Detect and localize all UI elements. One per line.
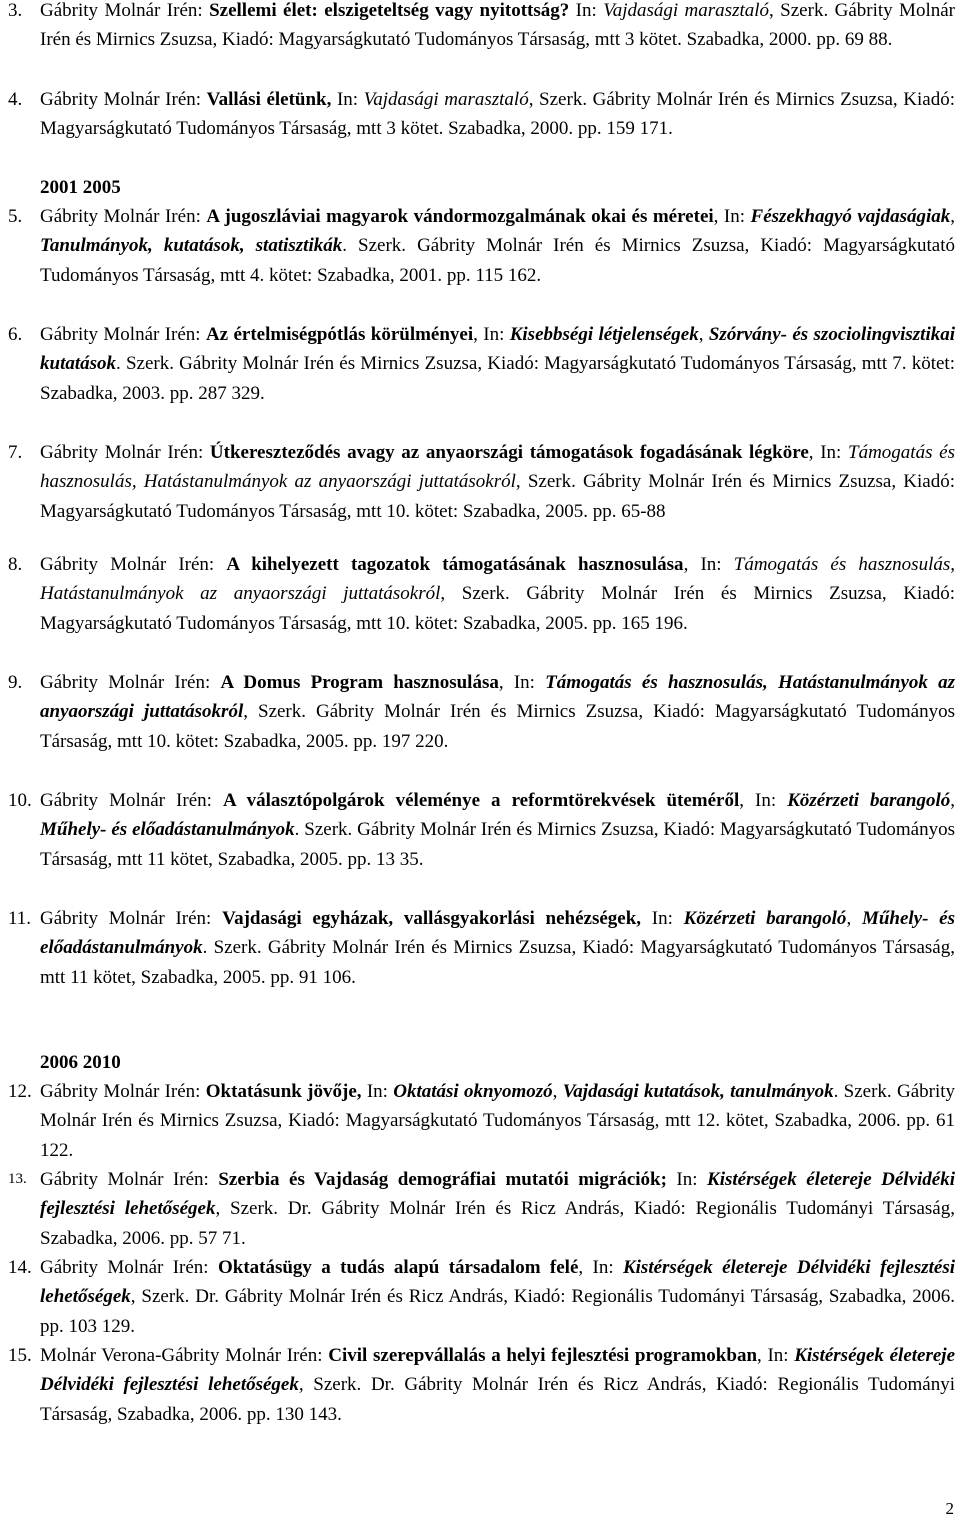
item-number: 14. — [8, 1257, 32, 1278]
text: , — [698, 324, 709, 345]
item-number: 12. — [8, 1081, 32, 1102]
book-subtitle: Szórvány- és szociolingvisztikai kutatások — [40, 324, 955, 375]
book-title: Közérzeti barangoló — [683, 908, 847, 929]
author: Gábrity Molnár Irén: — [40, 89, 207, 110]
author: Molnár Verona-Gábrity Molnár Irén: — [40, 1345, 329, 1366]
list-item — [8, 202, 956, 290]
item-number: 4. — [8, 89, 23, 110]
publication-details: , Szerk. Gábrity Molnár Irén és Mirnics Zsuzsa, Kiadó: Magyarságkutató Tudományos Társaság, mtt 3 kötet. Szabadka, 2000. pp. 69 88. — [40, 0, 955, 51]
author: Gábrity Molnár Irén: — [40, 1081, 206, 1102]
text: , — [950, 206, 956, 227]
text: , In: — [578, 1257, 623, 1278]
text: In: — [331, 89, 364, 110]
book-subtitle: Műhely- és előadástanulmányok — [40, 819, 295, 841]
book-title: Kistérségek életereje Délvidéki fejlesztési lehetőségek — [40, 1169, 955, 1220]
book-title: Oktatási oknyomozó — [393, 1081, 553, 1102]
article-title: A Domus Program hasznosulása — [220, 672, 499, 693]
item-number: 8. — [8, 554, 23, 575]
text: , In: — [713, 206, 751, 227]
article-title: Szerbia és Vajdaság demográfiai mutatói migrációk; — [218, 1169, 667, 1190]
book-title: Kisebbségi létjelenségek — [509, 324, 699, 345]
text: , In: — [739, 790, 788, 811]
book-title: Vajdasági marasztaló — [603, 0, 770, 21]
item-number: 10. — [8, 790, 32, 811]
article-title: A kihelyezett tagozatok támogatásának hasznosulása — [226, 554, 684, 575]
item-number: 5. — [8, 206, 23, 227]
publication-details: . Szerk. Gábrity Molnár Irén és Mirnics Zsuzsa, Kiadó: Magyarságkutató Tudományos Társaság, mtt 11 kötet, Szabadka, 2005. pp. 13 35. — [40, 819, 955, 870]
item-number: 6. — [8, 324, 23, 345]
book-title: Fészekhagyó vajdaságiak — [750, 206, 951, 227]
list-item — [8, 0, 955, 55]
publication-details: , Szerk. Dr. Gábrity Molnár Irén és Ricz András, Kiadó: Regionális Tudományi Társaság, Szabadka, 2006. pp. 103 129. — [40, 1286, 955, 1337]
book-title: Kistérségek életereje Délvidéki fejlesztési lehetőségek — [40, 1345, 955, 1396]
book-title: Vajdasági marasztaló — [363, 89, 529, 110]
page-number: 2 — [945, 1499, 954, 1518]
article-title: A jugoszláviai magyarok vándormozgalmának okai és méretei — [206, 206, 714, 227]
text: In: — [641, 908, 684, 929]
text: , — [552, 1081, 563, 1102]
list-item — [8, 438, 955, 526]
item-number: 13. — [8, 1171, 27, 1187]
text: , — [950, 790, 955, 811]
publication-details: , Szerk. Gábrity Molnár Irén és Mirnics Zsuzsa, Kiadó: Magyarságkutató Tudományos Társaság, mtt 3 kötet. Szabadka, 2000. pp. 159 171. — [40, 89, 955, 140]
text: In: — [569, 0, 604, 21]
author: Gábrity Molnár Irén: — [40, 790, 223, 811]
text: , In: — [473, 324, 510, 345]
article-title: Útkereszteződés avagy az anyaországi támogatások fogadásának légköre — [209, 442, 809, 463]
item-number: 7. — [8, 442, 23, 463]
text: In: — [361, 1081, 394, 1102]
text: , In: — [808, 442, 849, 463]
list-item — [8, 668, 955, 756]
book-subtitle: Tanulmányok, kutatások, statisztikák — [40, 235, 343, 257]
publication-details: . Szerk. Gábrity Molnár Irén és Mirnics Zsuzsa, Kiadó: Magyarságkutató Tudományos Társaság, mtt 7. kötet: Szabadka, 2003. pp. 287 329. — [40, 353, 955, 404]
publication-details: , Szerk. Gábrity Molnár Irén és Mirnics Zsuzsa, Kiadó: Magyarságkutató Tudományos Társaság, mtt 10. kötet: Szabadka, 2005. pp. 65-88 — [40, 471, 955, 522]
section-heading: 2006 2010 — [40, 1052, 121, 1073]
article-title: Vajdasági egyházak, vallásgyakorlási nehézségek, — [222, 908, 642, 929]
book-title: Támogatás és hasznosulás, Hatástanulmányok az anyaországi juttatásokról — [40, 554, 955, 605]
list-item — [8, 320, 955, 408]
author: Gábrity Molnár Irén: — [40, 206, 207, 227]
author: Gábrity Molnár Irén: — [40, 1169, 219, 1190]
item-number: 3. — [8, 0, 23, 21]
author: Gábrity Molnár Irén: — [40, 1257, 218, 1278]
publication-details: . Szerk. Gábrity Molnár Irén és Mirnics Zsuzsa, Kiadó: Magyarságkutató Tudományos Társaság, mtt 12. kötet, Szabadka, 2006. pp. 61 122. — [40, 1081, 956, 1161]
list-item — [8, 786, 955, 874]
publication-details: . Szerk. Gábrity Molnár Irén és Mirnics Zsuzsa, Kiadó: Magyarságkutató Tudományos Társaság, mtt 4. kötet: Szabadka, 2001. pp. 115 162. — [40, 235, 955, 286]
author: Gábrity Molnár Irén: — [40, 908, 223, 929]
item-number: 15. — [8, 1345, 32, 1366]
publication-details: . Szerk. Gábrity Molnár Irén és Mirnics Zsuzsa, Kiadó: Magyarságkutató Tudományos Társaság, mtt 11 kötet, Szabadka, 2005. pp. 91 106. — [40, 937, 955, 988]
list-item — [8, 1165, 955, 1253]
list-item — [8, 1253, 955, 1341]
book-title: Kistérségek életereje Délvidéki fejlesztési lehetőségek — [40, 1257, 955, 1308]
publication-details: , Szerk. Dr. Gábrity Molnár Irén és Ricz András, Kiadó: Regionális Tudományi Társaság, Szabadka, 2006. pp. 57 71. — [40, 1198, 955, 1249]
list-item — [8, 85, 955, 144]
book-title: Támogatás és hasznosulás, Hatástanulmányok az anyaországi juttatásokról — [40, 672, 955, 723]
book-subtitle: Műhely- és előadástanulmányok — [40, 908, 956, 959]
text: , In: — [683, 554, 734, 575]
article-title: Oktatásügy a tudás alapú társadalom felé — [217, 1257, 579, 1278]
item-number: 11. — [8, 908, 32, 929]
article-title: Szellemi élet: elszigeteltség vagy nyitottság? — [209, 0, 570, 21]
author: Gábrity Molnár Irén: — [40, 0, 210, 21]
author: Gábrity Molnár Irén: — [40, 442, 210, 463]
section-heading: 2001 2005 — [40, 177, 121, 198]
list-item — [8, 1341, 955, 1429]
text: , — [846, 908, 862, 929]
item-number: 9. — [8, 672, 23, 693]
list-item — [8, 550, 955, 638]
author: Gábrity Molnár Irén: — [40, 672, 221, 693]
book-subtitle: Vajdasági kutatások, tanulmányok — [562, 1081, 834, 1102]
author: Gábrity Molnár Irén: — [40, 324, 206, 345]
article-title: A választópolgárok véleménye a reformtörekvések üteméről — [222, 790, 740, 811]
list-item — [8, 1077, 956, 1165]
publication-details: , Szerk. Dr. Gábrity Molnár Irén és Ricz András, Kiadó: Regionális Tudományi Társaság, Szabadka, 2006. pp. 130 143. — [40, 1374, 955, 1425]
text: In: — [666, 1169, 708, 1190]
author: Gábrity Molnár Irén: — [40, 554, 227, 575]
article-title: Oktatásunk jövője, — [205, 1081, 362, 1102]
text: , In: — [498, 672, 546, 693]
article-title: Civil szerepvállalás a helyi fejlesztési programokban — [328, 1345, 758, 1366]
book-title: Közérzeti barangoló — [787, 790, 951, 811]
book-title: Támogatás és hasznosulás, Hatástanulmányok az anyaországi juttatásokról — [40, 442, 955, 493]
list-item — [8, 904, 956, 992]
article-title: Az értelmiségpótlás körülményei — [205, 324, 474, 345]
publication-details: , Szerk. Gábrity Molnár Irén és Mirnics Zsuzsa, Kiadó: Magyarságkutató Tudományos Társaság, mtt 10. kötet: Szabadka, 2005. pp. 197 220. — [40, 701, 955, 752]
publication-details: , Szerk. Gábrity Molnár Irén és Mirnics Zsuzsa, Kiadó: Magyarságkutató Tudományos Társaság, mtt 10. kötet: Szabadka, 2005. pp. 165 196. — [40, 583, 955, 634]
article-title: Vallási életünk, — [206, 89, 332, 110]
text: , In: — [757, 1345, 795, 1366]
